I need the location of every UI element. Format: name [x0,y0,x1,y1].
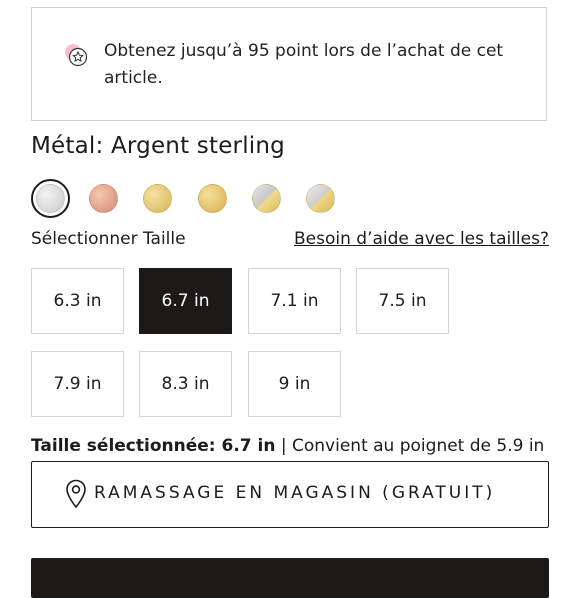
metal-swatch-gold[interactable] [138,179,177,218]
size-help-link[interactable]: Besoin d’aide avec les tailles? [294,229,549,249]
metal-swatch-color [252,184,281,213]
reward-star-icon [62,41,90,69]
size-option-7-9[interactable]: 7.9 in [31,351,124,417]
metal-swatch-color [143,184,172,213]
metal-swatch-color [306,184,335,213]
metal-swatch-color [198,184,227,213]
metal-swatch-color [36,184,65,213]
size-option-7-5[interactable]: 7.5 in [356,268,449,334]
rewards-points-text: Obtenez jusqu’à 95 point lors de l’achat de cet article. [104,41,504,88]
size-option-6-7[interactable]: 6.7 in [139,268,232,334]
selected-size-fit-note: | Convient au poignet de 5.9 in [275,436,545,456]
size-option-6-3[interactable]: 6.3 in [31,268,124,334]
selected-size-info [31,436,544,456]
metal-swatch-gold-2[interactable] [193,179,232,218]
metal-swatch-sterling-silver[interactable] [31,179,70,218]
store-pickup-button[interactable] [31,461,549,528]
metal-swatch-two-tone-gold-silver[interactable] [247,179,286,218]
size-option-7-1[interactable]: 7.1 in [248,268,341,334]
rewards-points-box [31,7,547,121]
size-option-8-3[interactable]: 8.3 in [139,351,232,417]
size-option-9[interactable]: 9 in [248,351,341,417]
size-select-label: Sélectionner Taille [31,229,186,249]
store-pickup-label: RAMASSAGE EN MAGASIN (GRATUIT) [94,483,496,503]
metal-swatch-rose-gold[interactable] [84,179,123,218]
map-pin-icon [65,479,87,509]
selected-size-value: Taille sélectionnée: 6.7 in [31,436,276,456]
metal-swatch-two-tone-silver-gold[interactable] [301,179,340,218]
metal-title: Métal: Argent sterling [31,133,285,159]
add-to-cart-button[interactable] [31,558,549,598]
metal-swatch-color [89,184,118,213]
